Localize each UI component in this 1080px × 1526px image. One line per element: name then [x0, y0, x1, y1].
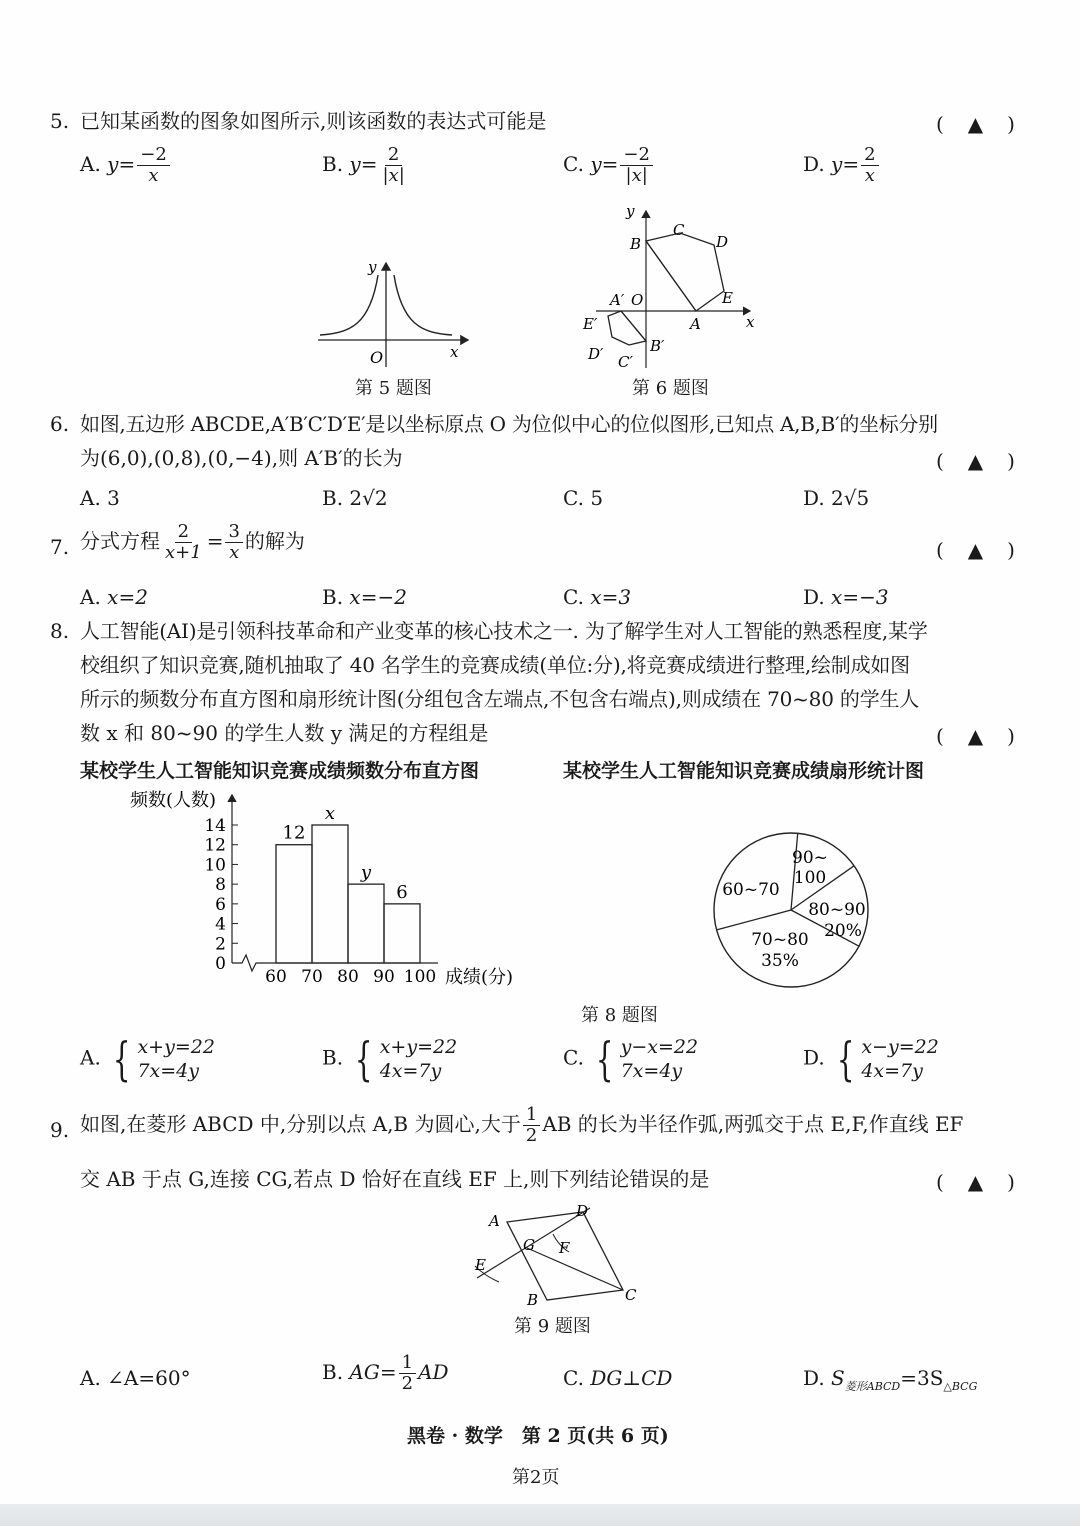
pie-slice-label: 70~80: [751, 930, 809, 950]
pie-slice-label: 90~ 100: [792, 848, 828, 888]
q6-number: 6.: [50, 412, 70, 436]
page-footer: 黑卷 · 数学 第 2 页(共 6 页): [407, 1425, 669, 1447]
pie-chart-title: 某校学生人工智能知识竞赛成绩扇形统计图: [563, 760, 925, 782]
y-tick-label: 0: [215, 954, 226, 974]
pie-slice-label: 60~70: [722, 880, 780, 900]
y-label: y: [626, 203, 635, 220]
q5-option-a: A. y= $\frac{-2}{x}$: [80, 145, 172, 186]
origin-label: O: [370, 348, 384, 367]
bar-value-label: y: [360, 862, 372, 884]
q8-answer-slot: ( ▲ ): [936, 724, 1017, 748]
label-c: C: [625, 1286, 637, 1304]
q5-option-c: C. y= $\frac{-2}{|x|}$: [563, 145, 655, 186]
label-e: E: [475, 1256, 486, 1274]
label-g: G: [523, 1236, 535, 1254]
y-tick-label: 4: [215, 914, 226, 935]
q8-stem-line4: 数 x 和 80~90 的学生人数 y 满足的方程组是: [80, 721, 489, 745]
label-c-prime: C′: [618, 353, 633, 371]
q8-histogram: [120, 785, 540, 1000]
y-tick-label: 12: [204, 835, 226, 856]
pie-slice-label: 80~90: [808, 900, 866, 920]
x-label: x: [746, 313, 755, 331]
segment-a2b2: [621, 311, 646, 341]
histogram-bar: [384, 904, 420, 963]
label-a-prime: A′: [610, 291, 625, 309]
q9-number: 9.: [50, 1118, 70, 1142]
q7-stem: 分式方程 $\frac{2}{x+1}$ = $\frac{3}{x}$ 的解为: [80, 521, 305, 563]
q9-option-d: D. $S_{菱形ABCD}=3S_{\triangle BCG}$: [803, 1366, 978, 1393]
label-c: C: [673, 221, 685, 239]
right-branch: [394, 275, 452, 335]
x-tick-label: 60: [265, 967, 287, 987]
q6-option-b: B. 2√2: [322, 486, 388, 510]
q6-option-a: A. 3: [80, 486, 120, 510]
label-b-prime: B′: [650, 337, 665, 355]
y-tick-label: 2: [215, 934, 226, 955]
q5-function-graph: [310, 255, 480, 370]
x-axis-title: 成绩(分): [445, 967, 514, 988]
pentagon-a2b2c2d2e2: [608, 311, 646, 345]
x-tick-label: 80: [337, 967, 359, 987]
histogram-bar: [276, 845, 312, 963]
page-number: 第2页: [512, 1467, 560, 1488]
q5-answer-slot: ( ▲ ): [936, 112, 1017, 136]
label-d-prime: D′: [588, 345, 604, 363]
q9-stem-line2: 交 AB 于点 G,连接 CG,若点 D 恰好在直线 EF 上,则下列结论错误的是: [80, 1167, 710, 1191]
q9-option-c: C. DG⊥CD: [563, 1366, 673, 1390]
label-e-prime: E′: [583, 315, 598, 333]
q8-number: 8.: [50, 619, 70, 643]
y-tick-label: 10: [204, 855, 226, 876]
scan-bottom-edge: [0, 1504, 1080, 1526]
q5-option-b: B. y= $\frac{2}{|x|}$: [322, 144, 405, 186]
q7-option-c: C. x=3: [563, 585, 632, 609]
q8-option-a: A. { x+y=22 7x=4y: [80, 1032, 215, 1086]
q6-stem-line1: 如图,五边形 ABCDE,A′B′C′D′E′是以坐标原点 O 为位似中心的位似图形,已知点 A,B,B′的坐标分别: [80, 412, 938, 436]
q8-stem-line1: 人工智能(AI)是引领科技革命和产业变革的核心技术之一. 为了解学生对人工智能的熟悉程度,某学: [80, 619, 928, 643]
x-tick-label: 70: [301, 967, 323, 987]
pie-slice-percent: 35%: [761, 951, 799, 971]
q7-option-a: A. x=2: [80, 585, 148, 609]
q9-stem-line1: 如图,在菱形 ABCD 中,分别以点 A,B 为圆心,大于 $\frac{1}{2}$ AB 的长为半径作弧,两弧交于点 E,F,作直线 EF: [80, 1104, 964, 1146]
segment-ab: [646, 241, 696, 311]
q9-option-a: A. ∠A=60°: [80, 1366, 191, 1390]
y-tick-label: 6: [215, 894, 226, 915]
x-tick-label: 90: [373, 967, 395, 987]
histogram-title: 某校学生人工智能知识竞赛成绩频数分布直方图: [80, 760, 480, 782]
x-label: x: [450, 343, 459, 361]
q8-option-b: B. { x+y=22 4x=7y: [322, 1032, 458, 1086]
q9-answer-slot: ( ▲ ): [936, 1170, 1017, 1194]
q8-option-c: C. { y−x=22 7x=4y: [563, 1032, 699, 1086]
y-axis-title: 频数(人数): [130, 790, 217, 811]
label-d: D: [716, 233, 729, 251]
q7-number: 7.: [50, 535, 70, 559]
histogram-bar: [312, 825, 348, 963]
y-label: y: [368, 258, 377, 276]
label-a: A: [489, 1212, 500, 1230]
bar-value-label: 6: [396, 881, 408, 903]
left-branch: [320, 275, 378, 335]
pentagon-abcde: [646, 233, 724, 311]
label-b: B: [630, 235, 642, 253]
label-f: F: [559, 1239, 570, 1257]
bar-value-label: 12: [282, 822, 306, 844]
label-a: A: [690, 315, 701, 333]
label-e: E: [722, 289, 733, 307]
q8-stem-line2: 校组织了知识竞赛,随机抽取了 40 名学生的竞赛成绩(单位:分),将竞赛成绩进行整理,绘制成如图: [80, 653, 910, 677]
x-tick-label: 100: [403, 967, 437, 987]
q6-answer-slot: ( ▲ ): [936, 449, 1017, 473]
q5-stem: 已知某函数的图象如图所示,则该函数的表达式可能是: [80, 109, 547, 133]
q7-answer-slot: ( ▲ ): [936, 538, 1017, 562]
q9-option-b: B. AG= $\frac{1}{2}$ AD: [322, 1352, 449, 1394]
bar-value-label: x: [324, 803, 336, 824]
pie-slice-border: [717, 910, 791, 930]
q5-option-d: D. y= $\frac{2}{x}$: [803, 145, 881, 186]
label-o: O: [631, 291, 644, 309]
pie-slice-percent: 20%: [824, 921, 862, 941]
q6-option-d: D. 2√5: [803, 486, 870, 510]
q5-number: 5.: [50, 109, 70, 133]
q6-option-c: C. 5: [563, 486, 604, 510]
q6-pentagon-graph: [578, 203, 763, 373]
q5-figure-caption: 第 5 题图: [355, 378, 432, 399]
q8-option-d: D. { x−y=22 4x=7y: [803, 1032, 939, 1086]
q6-figure-caption: 第 6 题图: [632, 378, 709, 399]
label-d: D: [576, 1202, 589, 1220]
q7-option-b: B. x=−2: [322, 585, 407, 609]
histogram-bar: [348, 884, 384, 963]
q8-stem-line3: 所示的频数分布直方图和扇形统计图(分组包含左端点,不包含右端点),则成绩在 70~80 的学生人: [80, 687, 920, 711]
q8-pie-chart: [705, 825, 885, 995]
y-tick-label: 14: [204, 816, 226, 836]
y-tick-label: 8: [215, 875, 226, 896]
q6-stem-line2: 为(6,0),(0,8),(0,−4),则 A′B′的长为: [80, 446, 403, 470]
label-b: B: [527, 1291, 539, 1309]
q8-figure-caption: 第 8 题图: [581, 1005, 658, 1026]
q9-rhombus-figure: [465, 1200, 650, 1310]
q7-option-d: D. x=−3: [803, 585, 889, 609]
segment-cg: [527, 1248, 623, 1290]
q9-figure-caption: 第 9 题图: [514, 1316, 591, 1337]
